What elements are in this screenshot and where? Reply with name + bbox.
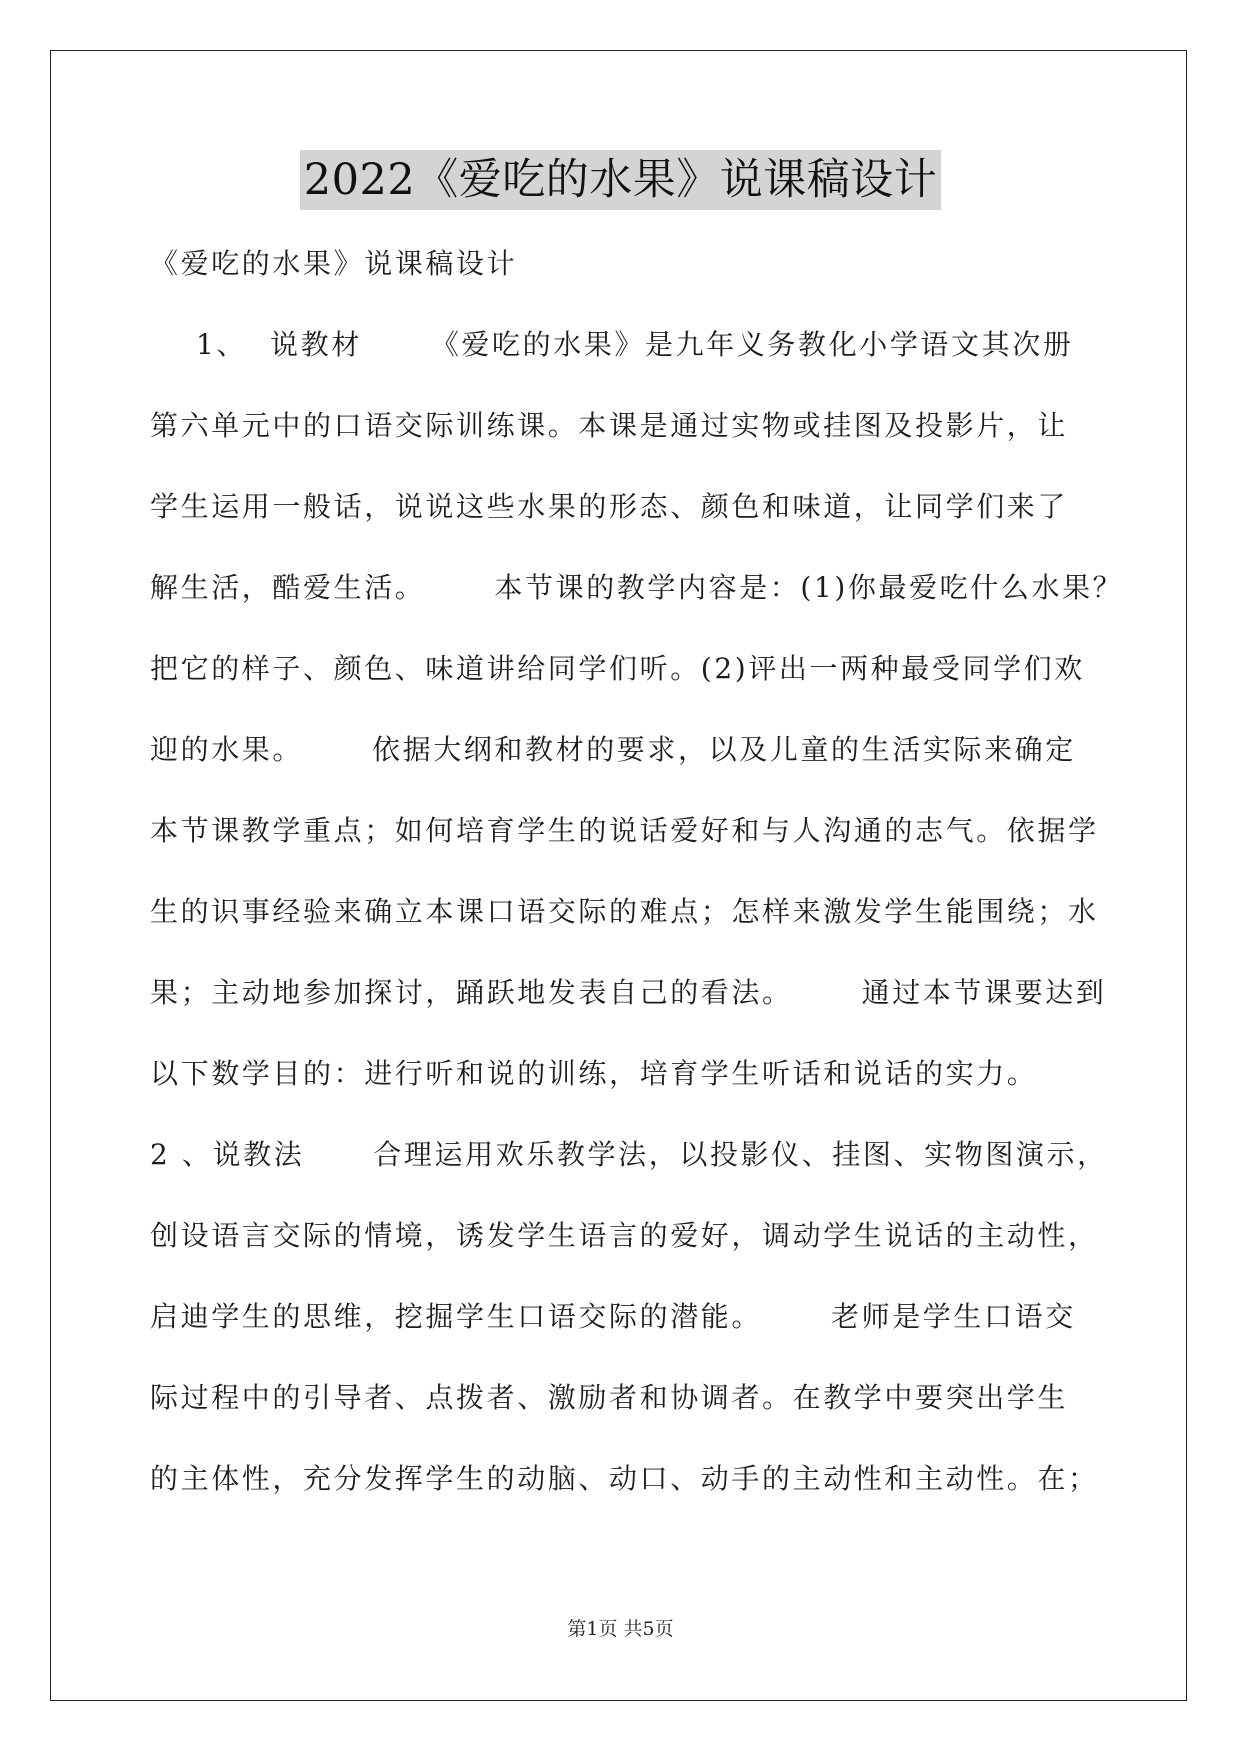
body-line: 1、 说教材 《爱吃的水果》是九年义务教化小学语文其次册 — [150, 328, 1074, 361]
body-line: 本节课教学重点；如何培育学生的说话爱好和与人沟通的志气。依据学 — [150, 814, 1099, 847]
body-line: 生的识事经验来确立本课口语交际的难点；怎样来激发学生能围绕；水 — [150, 895, 1099, 928]
body-line: 《爱吃的水果》说课稿设计 — [150, 247, 518, 280]
body-line: 迎的水果。 依据大纲和教材的要求，以及儿童的生活实际来确定 — [150, 733, 1076, 766]
title-container — [0, 150, 1241, 210]
body-line: 的主体性，充分发挥学生的动脑、动口、动手的主动性和主动性。在； — [150, 1462, 1099, 1495]
body-line: 2 、说教法 合理运用欢乐教学法，以投影仪、挂图、实物图演示， — [150, 1138, 1108, 1171]
body-line: 解生活，酷爱生活。 本节课的教学内容是：(1)你最爱吃什么水果？ — [150, 571, 1124, 604]
page-footer: 第1页 共5页 — [567, 1618, 674, 1640]
body-line: 果；主动地参加探讨，踊跃地发表自己的看法。 通过本节课要达到 — [150, 976, 1107, 1009]
body-line: 以下数学目的：进行听和说的训练，培育学生听话和说话的实力。 — [150, 1057, 1038, 1090]
body-line: 启迪学生的思维，挖掘学生口语交际的潜能。 老师是学生口语交 — [150, 1300, 1076, 1333]
document-body — [150, 235, 1124, 1531]
body-line: 际过程中的引导者、点拨者、激励者和协调者。在教学中要突出学生 — [150, 1381, 1069, 1414]
document-title: 2022《爱吃的水果》说课稿设计 — [300, 150, 941, 210]
body-line: 创设语言交际的情境，诱发学生语言的爱好，调动学生说话的主动性， — [150, 1219, 1099, 1252]
body-line: 把它的样子、颜色、味道讲给同学们听。(2)评出一两种最受同学们欢 — [150, 652, 1085, 685]
body-line: 学生运用一般话，说说这些水果的形态、颜色和味道，让同学们来了 — [150, 490, 1069, 523]
body-line: 第六单元中的口语交际训练课。本课是通过实物或挂图及投影片，让 — [150, 409, 1069, 442]
